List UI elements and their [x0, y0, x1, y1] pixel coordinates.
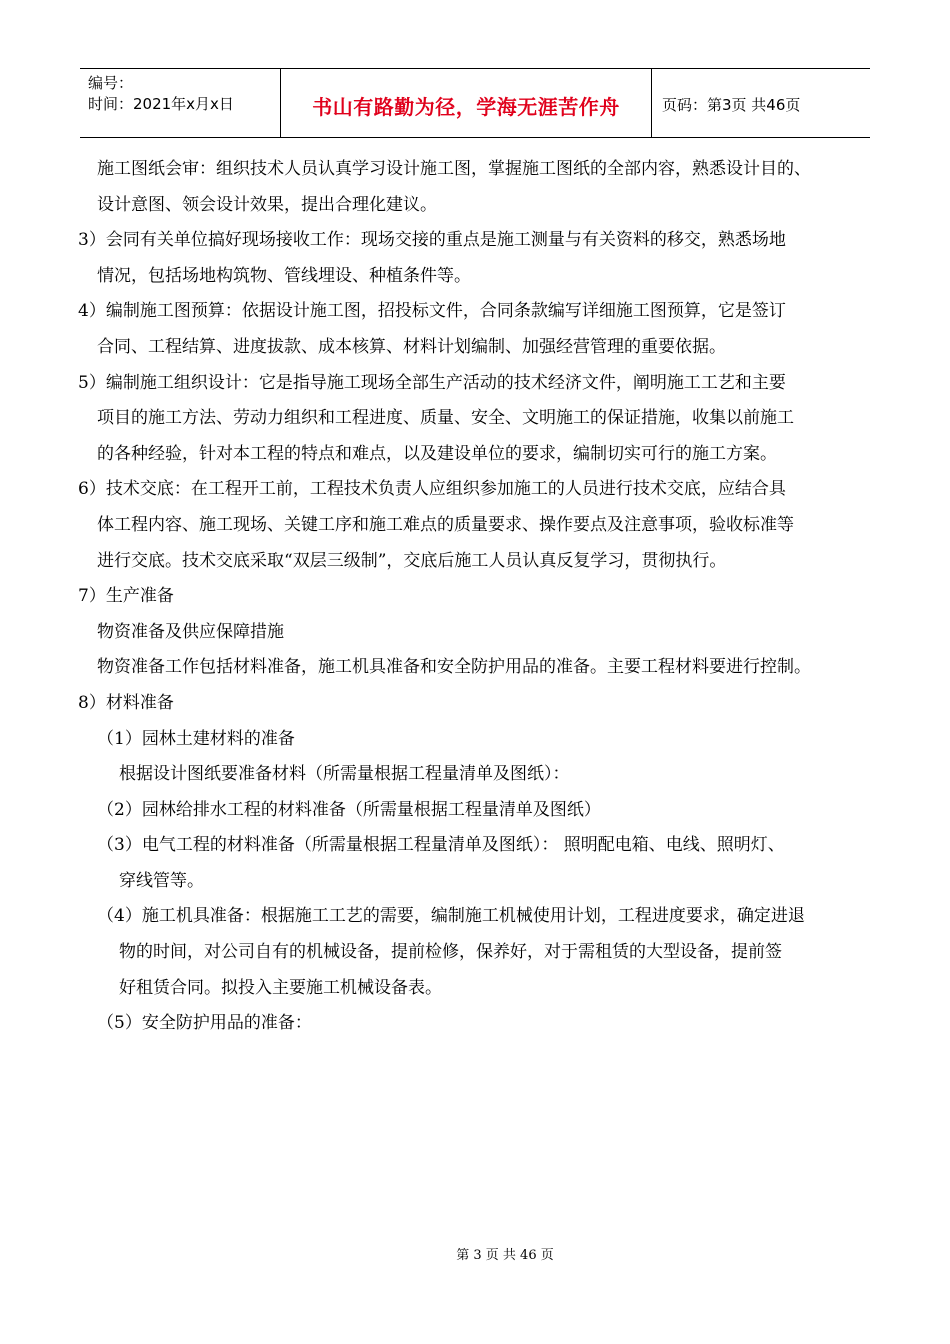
- page-footer: 第 3 页 共 46 页: [456, 1248, 554, 1263]
- header-right-cell: [652, 69, 870, 137]
- text-line: （2）园林给排水工程的材料准备（所需量根据工程量清单及图纸）: [97, 799, 601, 820]
- text-line: 项目的施工方法、劳动力组织和工程进度、质量、安全、文明施工的保证措施，收集以前施工: [97, 408, 794, 429]
- text-line: （1）园林土建材料的准备: [97, 728, 295, 749]
- text-line: 穿线管等。: [119, 870, 204, 891]
- text-line: （5）安全防护用品的准备：: [97, 1013, 312, 1034]
- document-time-label: 时间：2021年x月x日: [88, 95, 234, 113]
- text-line: 物的时间，对公司自有的机械设备，提前检修，保养好，对于需租赁的大型设备，提前签: [119, 942, 782, 963]
- text-line: 6）技术交底：在工程开工前，工程技术负责人应组织参加施工的人员进行技术交底，应结合具: [78, 479, 786, 500]
- text-line: 的各种经验，针对本工程的特点和难点，以及建设单位的要求，编制切实可行的施工方案。: [97, 443, 777, 464]
- header-left-cell: [80, 69, 281, 137]
- text-line: 好租赁合同。拟投入主要施工机械设备表。: [119, 977, 442, 998]
- text-line: 4）编制施工图预算：依据设计施工图，招投标文件，合同条款编写详细施工图预算，它是签订: [78, 301, 786, 322]
- header-motto: 书山有路勤为径，学海无涯苦作舟: [312, 95, 620, 119]
- text-line: 物资准备及供应保障措施: [97, 621, 284, 642]
- text-line: 根据设计图纸要准备材料（所需量根据工程量清单及图纸）：: [119, 764, 570, 785]
- text-line: 物资准备工作包括材料准备，施工机具准备和安全防护用品的准备。主要工程材料要进行控制。: [97, 657, 811, 678]
- text-line: 3）会同有关单位搞好现场接收工作：现场交接的重点是施工测量与有关资料的移交，熟悉场地: [78, 230, 786, 251]
- text-line: 进行交底。技术交底采取“双层三级制”，交底后施工人员认真反复学习，贯彻执行。: [97, 550, 727, 571]
- text-line: 合同、工程结算、进度拔款、成本核算、材料计划编制、加强经营管理的重要依据。: [97, 336, 726, 357]
- text-line: （4）施工机具准备：根据施工工艺的需要，编制施工机械使用计划，工程进度要求，确定进退: [97, 906, 805, 927]
- text-line: 情况，包括场地构筑物、管线埋设、种植条件等。: [97, 265, 471, 286]
- document-body: [78, 152, 898, 1042]
- document-number-label: 编号：: [88, 74, 134, 92]
- text-line: 体工程内容、施工现场、关键工序和施工难点的质量要求、操作要点及注意事项，验收标准等: [97, 514, 794, 535]
- text-line: 设计意图、领会设计效果，提出合理化建议。: [97, 194, 437, 215]
- text-line: （3）电气工程的材料准备（所需量根据工程量清单及图纸）： 照明配电箱、电线、照明灯、: [97, 835, 785, 856]
- text-line: 7）生产准备: [78, 586, 174, 607]
- page-header: [80, 68, 870, 138]
- text-line: 8）材料准备: [78, 692, 174, 713]
- text-line: 施工图纸会审：组织技术人员认真学习设计施工图，掌握施工图纸的全部内容，熟悉设计目的、: [97, 159, 811, 179]
- text-line: 5）编制施工组织设计：它是指导施工现场全部生产活动的技术经济文件，阐明施工工艺和主要: [78, 372, 786, 393]
- header-page-info: 页码：第3页 共46页: [662, 96, 801, 114]
- header-middle-cell: [281, 69, 652, 137]
